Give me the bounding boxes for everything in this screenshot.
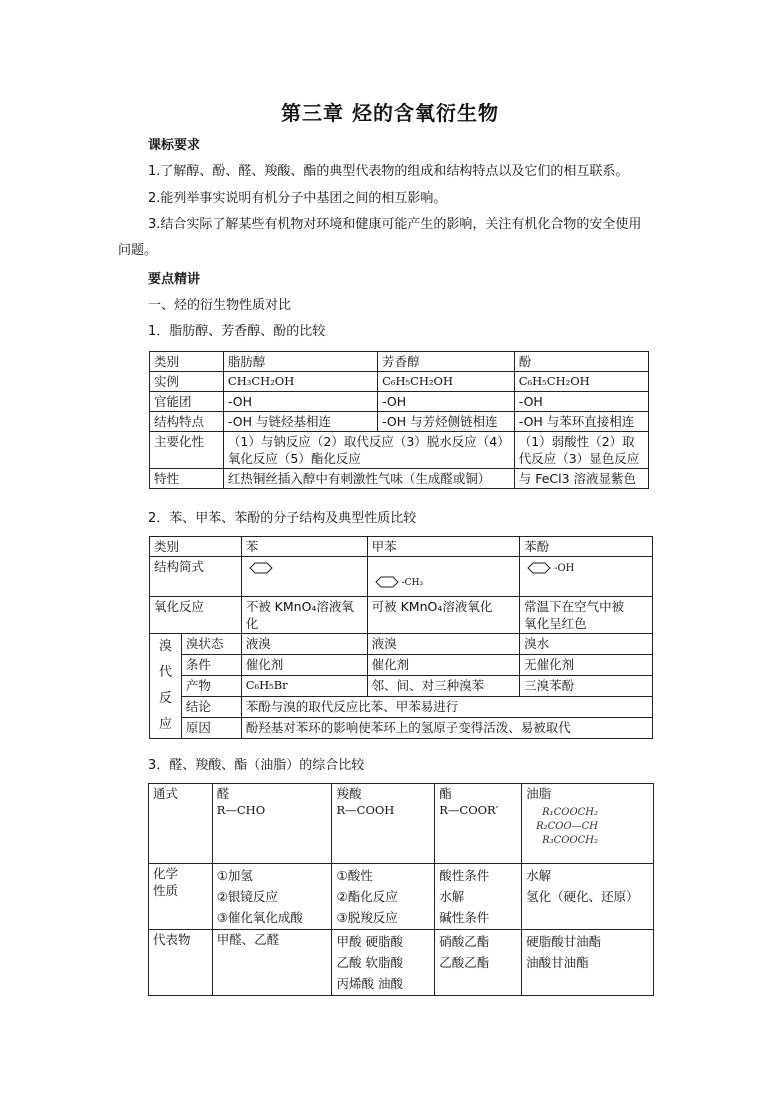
table-cell: 催化剂: [367, 655, 519, 676]
table-row: [150, 655, 653, 676]
table-cell: [149, 864, 213, 930]
table-cell: 三溴苯酚: [520, 676, 653, 697]
cell-line: 常温下在空气中被: [524, 599, 625, 614]
cell-line: ③脱羧反应: [336, 910, 398, 925]
subsection-heading-3: 3．醛、羧酸、酯（油脂）的综合比较: [148, 758, 365, 773]
table-row: [150, 557, 653, 597]
fat-formula: [526, 806, 649, 848]
table-cell: [514, 432, 648, 469]
section-heading-1: 一、烃的衍生物性质对比: [148, 298, 292, 313]
cell-line: 醛: [216, 786, 230, 801]
cell-line: 性质: [153, 883, 179, 898]
bromination-label: [150, 634, 182, 739]
bromination-char: 应: [158, 717, 172, 732]
cell-line: ②银镜反应: [216, 889, 278, 904]
fat-formula-line: R₂COO—CH: [536, 821, 599, 832]
table-cell: 结构简式: [150, 557, 242, 597]
page-title: 第三章 烃的含氧衍生物: [281, 101, 499, 125]
standards-item-2: 2.能列举事实说明有机分子中基团之间的相互影响。: [148, 191, 447, 206]
table-header: 酚: [514, 352, 648, 372]
table-cell: 结构特点: [150, 412, 224, 432]
table-row: [150, 432, 649, 469]
cell-line: ②酯化反应: [336, 889, 398, 904]
table-cell: [520, 597, 653, 634]
table-cell: 邻、间、对三种溴苯: [367, 676, 519, 697]
table-cell: CH₃CH₂OH: [223, 372, 377, 392]
table-cell: 代表物: [149, 930, 213, 996]
table-cell: -OH: [378, 392, 515, 412]
table-row: [149, 864, 654, 930]
table-cell: -OH 与苯环直接相连: [514, 412, 648, 432]
cell-line: 乙酸乙酯: [439, 955, 490, 970]
cell-line: 硝酸乙酯: [439, 934, 490, 949]
table-cell: [241, 597, 367, 634]
table-cell: [332, 784, 435, 864]
table-cell: -OH: [223, 392, 377, 412]
benzene-table: [149, 536, 653, 739]
table-cell: [435, 930, 522, 996]
cell-line: 丙烯酸 油酸: [336, 976, 403, 991]
table-cell: 官能团: [150, 392, 224, 412]
benzene-ring-icon: [524, 561, 554, 575]
table-cell: [522, 864, 654, 930]
cell-line: 水解: [526, 868, 552, 883]
cell-line: ③催化氧化成酸: [216, 910, 303, 925]
cell-line: 羧酸: [336, 786, 362, 801]
bromination-char: 反: [158, 691, 172, 706]
table-header: 芳香醇: [378, 352, 515, 372]
cell-line: 化学: [153, 866, 179, 881]
methyl-substituent: -CH₃: [401, 578, 424, 588]
table-row: [150, 537, 653, 557]
cell-line: 氧化呈红色: [524, 616, 587, 631]
table-row: [150, 412, 649, 432]
bromination-char: 代: [158, 665, 172, 680]
table-cell: 原因: [181, 718, 241, 739]
fat-formula-line: R₃COOCH₂: [542, 835, 599, 846]
cell-line: 油脂: [526, 786, 552, 801]
hydroxyl-substituent: -OH: [554, 563, 575, 574]
table-row: [149, 784, 654, 864]
cell-line: 酸性条件: [439, 868, 490, 883]
table-cell: 液溴: [241, 634, 367, 655]
table-row: [150, 697, 653, 718]
table-cell: [520, 557, 653, 597]
cell-line: 硬脂酸甘油酯: [526, 934, 602, 949]
cell-line: 水解: [439, 889, 465, 904]
table-cell: [367, 557, 519, 597]
cell-line: 乙酸 软脂酸: [336, 955, 403, 970]
cell-line: 酯: [439, 786, 452, 801]
table-row: [150, 352, 649, 372]
table-cell: 液溴: [367, 634, 519, 655]
table-cell: [212, 784, 332, 864]
cell-line: 油酸甘油酯: [526, 955, 589, 970]
cell-line: 碱性条件: [439, 910, 490, 925]
table-row: [149, 930, 654, 996]
table-header: 苯酚: [520, 537, 653, 557]
table-cell: [332, 930, 435, 996]
table-row: [150, 634, 653, 655]
key-points-heading: 要点精讲: [148, 272, 201, 287]
cell-line: ①加氢: [216, 868, 253, 883]
table-cell: [435, 784, 522, 864]
table-row: [150, 372, 649, 392]
table-cell: 红热铜丝插入醇中有刺激性气味（生成醛或铜）: [223, 469, 514, 489]
aldehyde-formula: R—CHO: [216, 803, 266, 817]
table-row: [150, 718, 653, 739]
table-cell: [332, 864, 435, 930]
ester-formula: R—COOR′: [439, 803, 499, 817]
table-cell: 甲醛、乙醛: [212, 930, 332, 996]
table-cell: 苯酚与溴的取代反应比苯、甲苯易进行: [241, 697, 652, 718]
bromination-char: 溴: [158, 639, 172, 654]
table-row: [150, 469, 649, 489]
table-cell: -OH 与链烃基相连: [223, 412, 377, 432]
table-cell: 通式: [149, 784, 213, 864]
standards-item-3-cont: 问题。: [118, 243, 158, 258]
table-header: 类别: [150, 352, 224, 372]
cell-line: 氧化反应（5）酯化反应: [227, 451, 361, 466]
alcohol-phenol-table: [149, 351, 649, 489]
table-cell: 溴状态: [181, 634, 241, 655]
table-cell: C₆H₅Br: [241, 676, 367, 697]
table-cell: C₆H₅CH₂OH: [378, 372, 515, 392]
carbonyl-compound-table: [148, 783, 654, 996]
subsection-heading-1: 1．脂肪醇、芳香醇、酚的比较: [148, 324, 326, 339]
table-header: 脂肪醇: [223, 352, 377, 372]
table-row: [150, 597, 653, 634]
table-cell: [241, 557, 367, 597]
cell-line: 化: [245, 616, 259, 631]
table-cell: 与 FeCl3 溶液显紫色: [514, 469, 648, 489]
table-cell: 结论: [181, 697, 241, 718]
table-cell: 无催化剂: [520, 655, 653, 676]
table-cell: [522, 784, 654, 864]
table-cell: 特性: [150, 469, 224, 489]
table-header: 甲苯: [367, 537, 519, 557]
standards-item-1: 1.了解醇、酚、醛、羧酸、酯的典型代表物的组成和结构特点以及它们的相互联系。: [148, 164, 629, 179]
table-cell: [435, 864, 522, 930]
table-cell: 氧化反应: [150, 597, 242, 634]
table-cell: 酚羟基对苯环的影响使苯环上的氢原子变得活泼、易被取代: [241, 718, 652, 739]
table-cell: [522, 930, 654, 996]
benzene-ring-icon: [372, 575, 402, 589]
table-header: 类别: [150, 537, 242, 557]
table-cell: 溴水: [520, 634, 653, 655]
cell-line: 氢化（硬化、还原）: [526, 889, 639, 904]
table-cell: [223, 432, 514, 469]
benzene-ring-icon: [246, 561, 276, 575]
cell-line: ①酸性: [336, 868, 373, 883]
table-cell: 产物: [181, 676, 241, 697]
acid-formula: R—COOH: [336, 803, 395, 817]
table-cell: 催化剂: [241, 655, 367, 676]
cell-line: （1）与钠反应（2）取代反应（3）脱水反应（4）: [227, 434, 510, 449]
standards-item-3: 3.结合实际了解某些有机物对环境和健康可能产生的影响，关注有机化合物的安全使用: [148, 217, 642, 232]
cell-line: 甲酸 硬脂酸: [336, 934, 403, 949]
cell-line: 代反应（3）显色反应: [518, 451, 640, 466]
subsection-heading-2: 2．苯、甲苯、苯酚的分子结构及典型性质比较: [148, 511, 417, 526]
table-cell: -OH 与芳烃侧链相连: [378, 412, 515, 432]
table-header: 苯: [241, 537, 367, 557]
table-cell: C₆H₅CH₂OH: [514, 372, 648, 392]
table-cell: 实例: [150, 372, 224, 392]
cell-line: 不被 KMnO₄溶液氧: [245, 599, 354, 614]
table-cell: -OH: [514, 392, 648, 412]
table-cell: 条件: [181, 655, 241, 676]
table-row: [150, 676, 653, 697]
table-cell: 可被 KMnO₄溶液氧化: [367, 597, 519, 634]
fat-formula-line: R₁COOCH₂: [542, 807, 599, 818]
cell-line: （1）弱酸性（2）取: [518, 434, 635, 449]
standards-heading: 课标要求: [148, 138, 201, 153]
table-row: [150, 392, 649, 412]
table-cell: [212, 864, 332, 930]
table-cell: 主要化性: [150, 432, 224, 469]
